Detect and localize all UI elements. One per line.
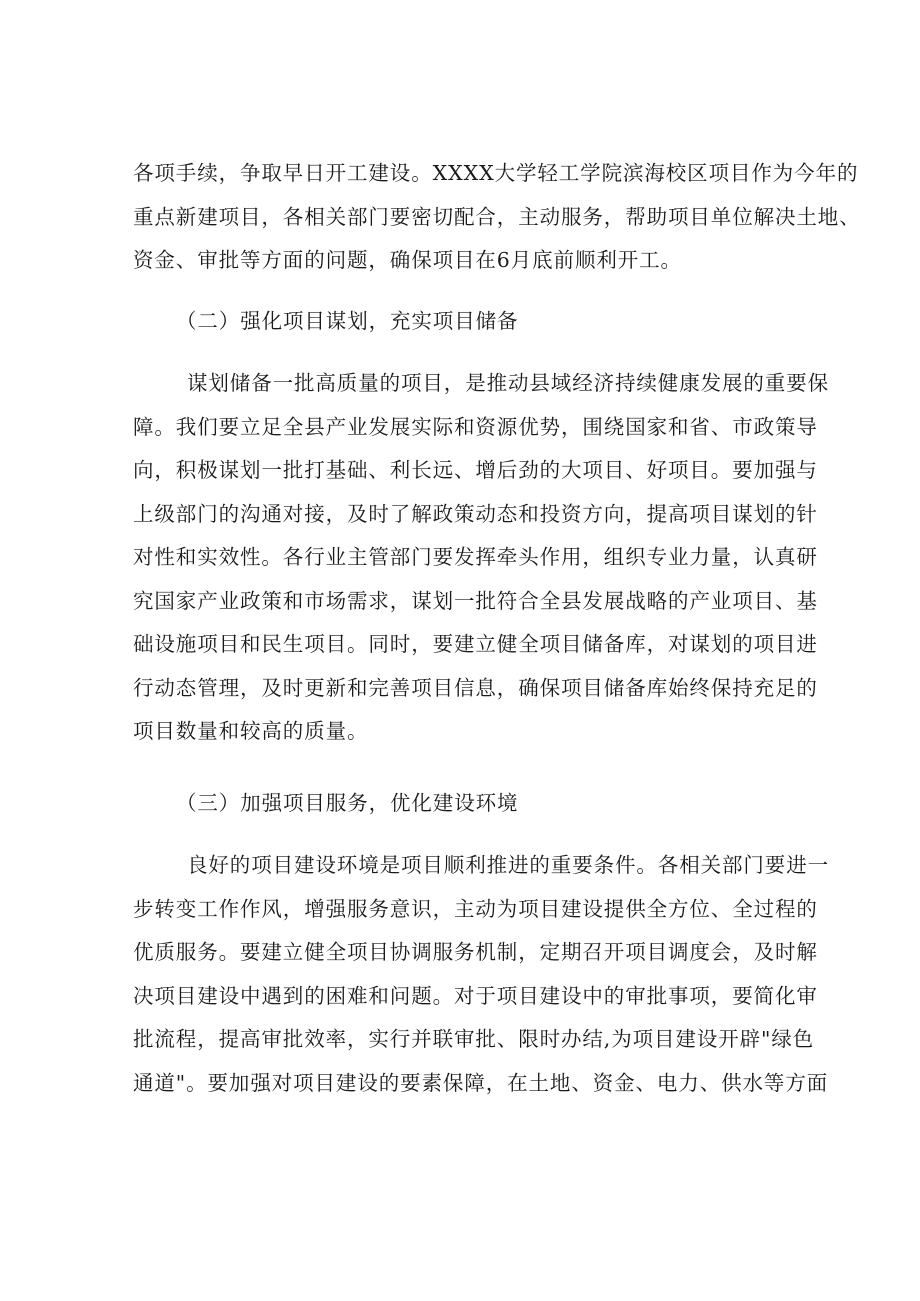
paragraph-line: 行动态管理，及时更新和完善项目信息，确保项目储备库始终保持充足的 bbox=[133, 675, 818, 700]
paragraph-line: 决项目建设中遇到的困难和问题。对于项目建设中的审批事项，要简化审 bbox=[133, 983, 818, 1008]
paragraph-line: 谋划储备一批高质量的项目，是推动县域经济持续健康发展的重要保 bbox=[187, 371, 829, 395]
paragraph-line: 础设施项目和民生项目。同时，要建立健全项目储备库，对谋划的项目进 bbox=[133, 632, 818, 656]
section-heading-2: （二）强化项目谋划，充实项目储备 bbox=[176, 309, 519, 333]
paragraph-line: 重点新建项目，各相关部门要密切配合，主动服务，帮助项目单位解决土地、 bbox=[133, 204, 861, 229]
paragraph-1 bbox=[133, 152, 861, 283]
paragraph-2 bbox=[133, 362, 829, 754]
paragraph-line: 优质服务。要建立健全项目协调服务机制，定期召开项目调度会，及时解 bbox=[133, 940, 818, 964]
paragraph-line: 上级部门的沟通对接，及时了解政策动态和投资方向，提高项目谋划的针 bbox=[133, 501, 818, 526]
paragraph-line: 资金、审批等方面的问题，确保项目在6月底前顺利开工。 bbox=[133, 248, 682, 272]
paragraph-line: 对性和实效性。各行业主管部门要发挥牵头作用，组织专业力量，认真研 bbox=[133, 545, 818, 569]
paragraph-line: 项目数量和较高的质量。 bbox=[133, 719, 369, 743]
paragraph-line: 障。我们要立足全县产业发展实际和资源优势，围绕国家和省、市政策导 bbox=[133, 414, 818, 439]
paragraph-line: 究国家产业政策和市场需求，谋划一批符合全县发展战略的产业项目、基 bbox=[133, 588, 818, 613]
paragraph-3 bbox=[133, 844, 829, 1105]
paragraph-line: 良好的项目建设环境是项目顺利推进的重要条件。各相关部门要进一 bbox=[187, 853, 829, 877]
paragraph-line: 通道"。要加强对项目建设的要素保障，在土地、资金、电力、供水等方面 bbox=[133, 1070, 829, 1095]
paragraph-line: 各项手续，争取早日开工建设。XXXX大学轻工学院滨海校区项目作为今年的 bbox=[133, 161, 859, 185]
paragraph-line: 向，积极谋划一批打基础、利长远、增后劲的大项目、好项目。要加强与 bbox=[133, 458, 818, 482]
paragraph-line: 批流程，提高审批效率，实行并联审批、限时办结,为项目建设开辟"绿色 bbox=[133, 1027, 815, 1051]
paragraph-line: 步转变工作作风，增强服务意识，主动为项目建设提供全方位、全过程的 bbox=[133, 896, 818, 921]
section-heading-3: （三）加强项目服务，优化建设环境 bbox=[176, 791, 519, 815]
